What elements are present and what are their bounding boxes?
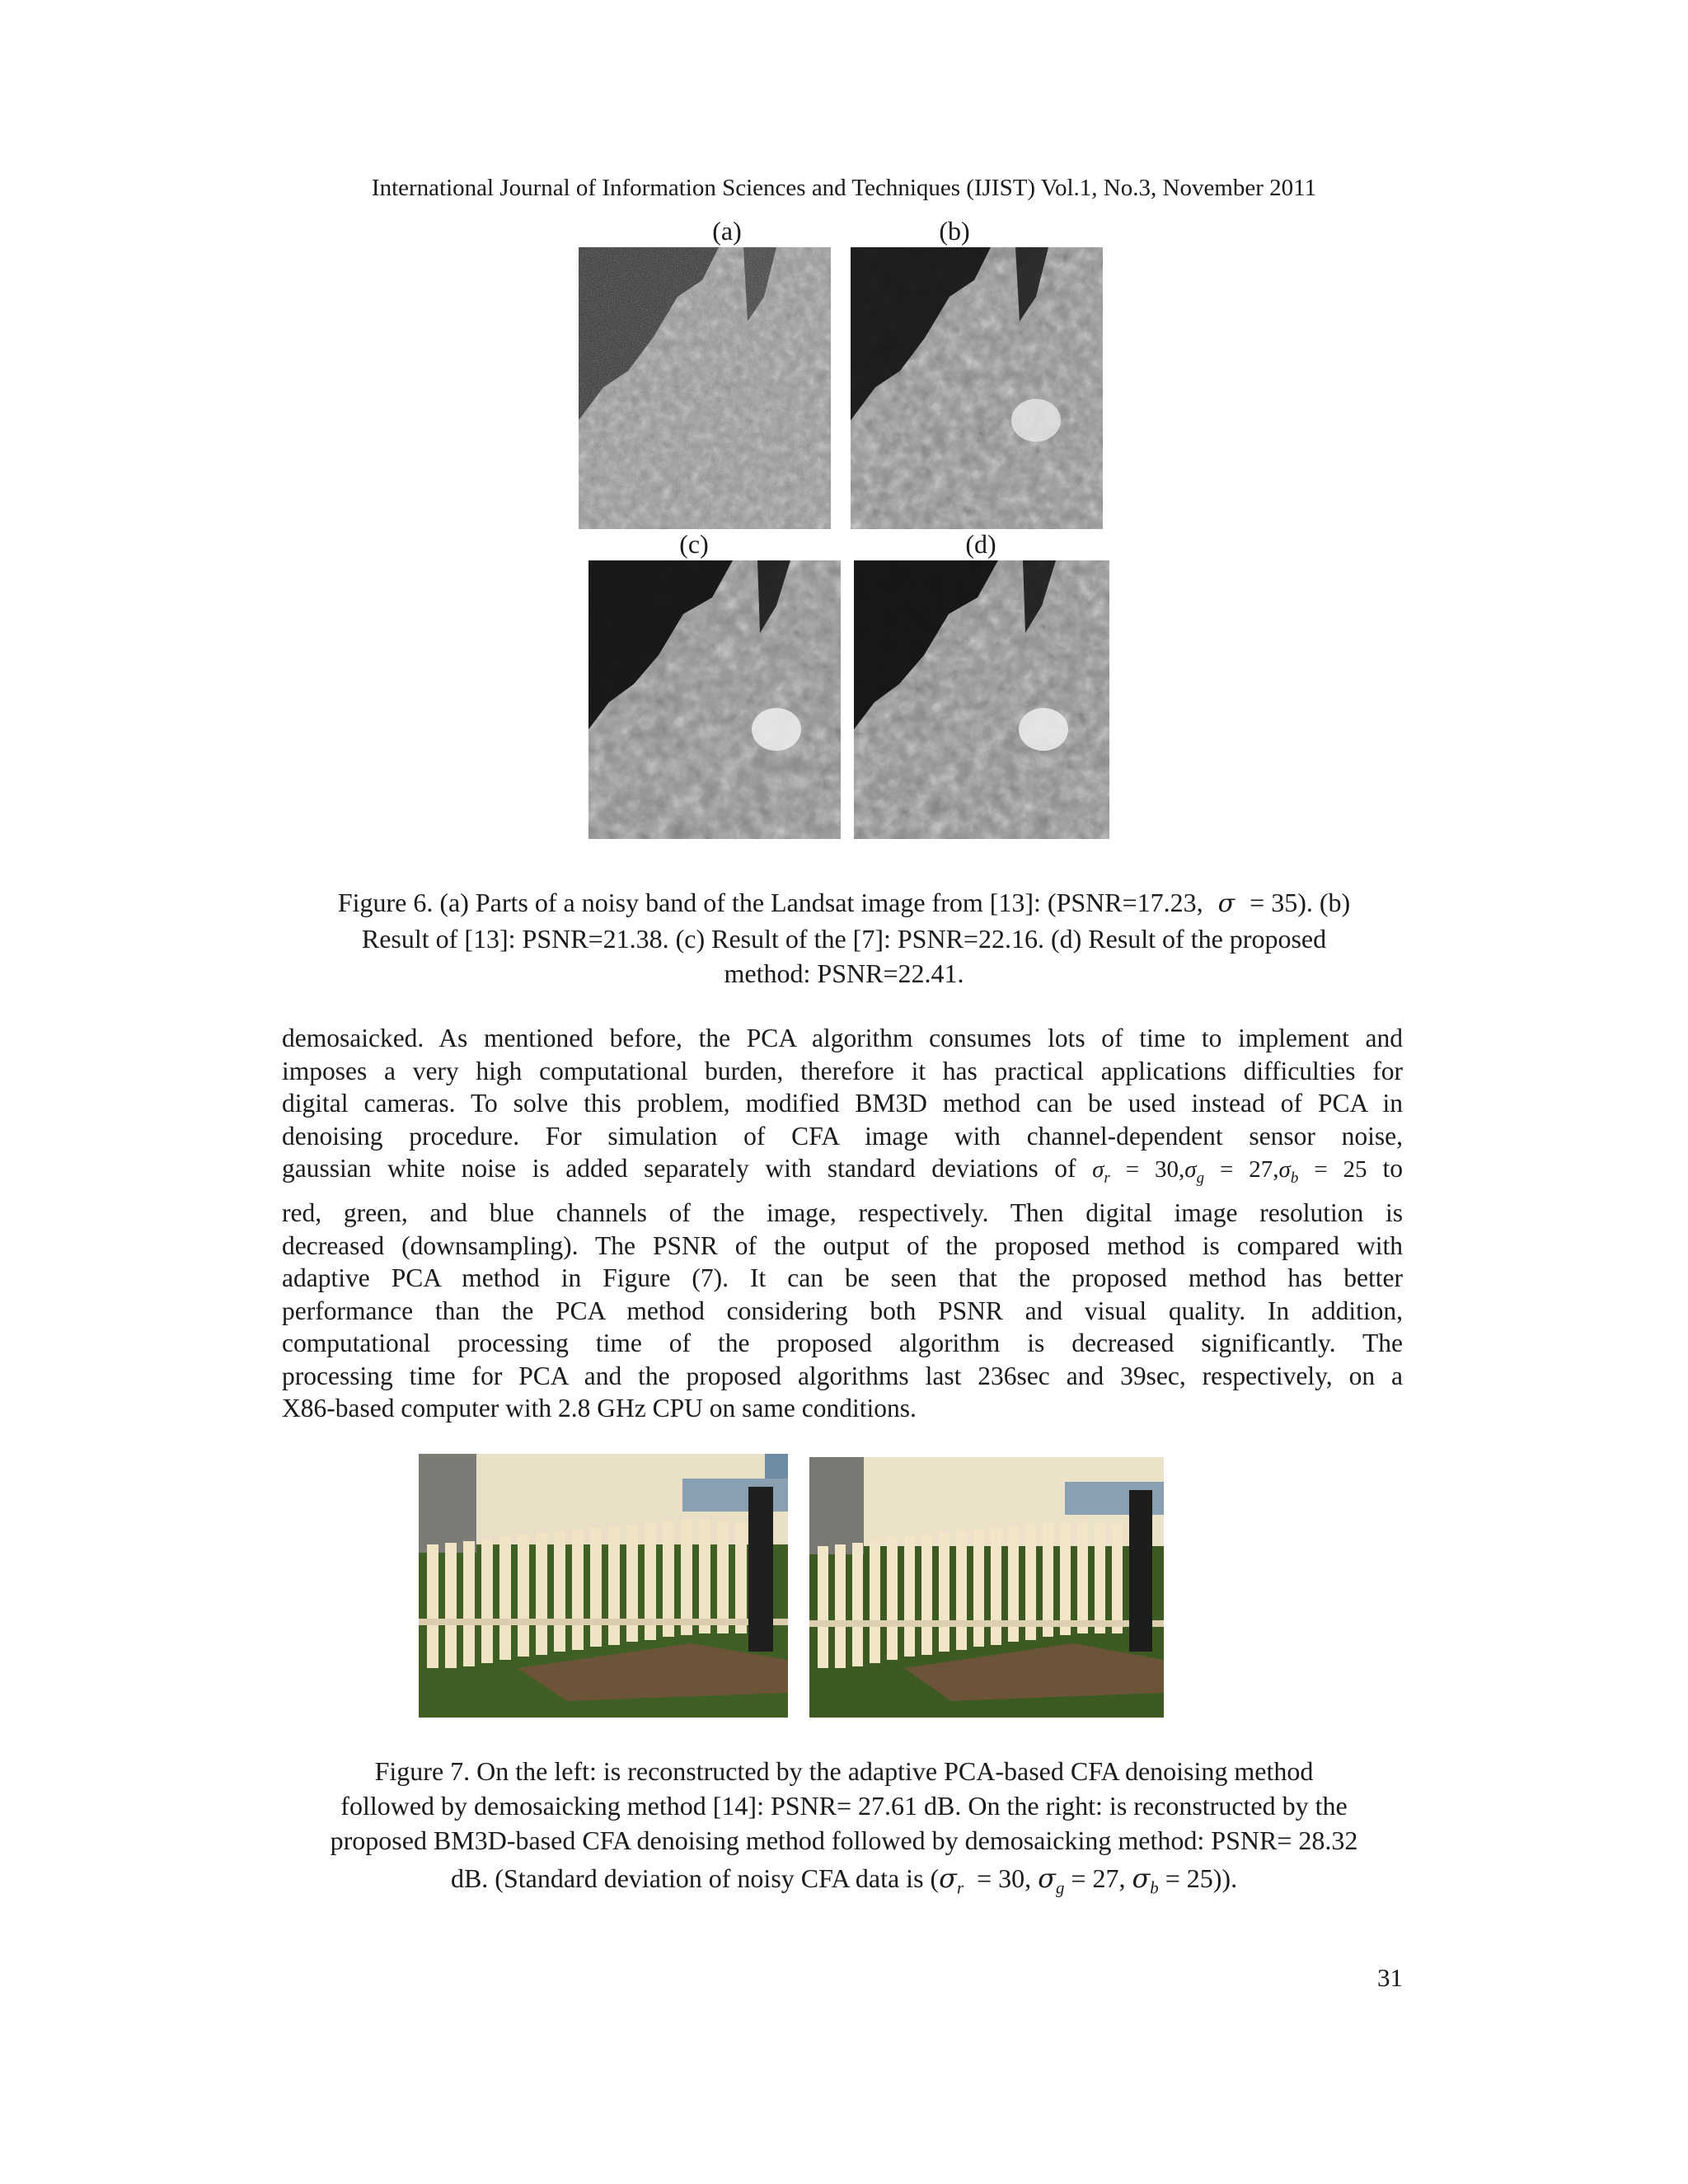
noisy-landsat-band-image <box>579 247 831 529</box>
panel-label-c: (c) <box>679 529 709 559</box>
fence-pca-reconstruction-image <box>419 1454 788 1718</box>
fence-bm3d-reconstruction-image <box>809 1457 1164 1718</box>
figure6-caption <box>206 885 1482 991</box>
figure6-caption-line3: method: PSNR=22.41. <box>724 958 964 988</box>
figure7-caption-line2: followed by demosaicking method [14]: PSNR= 27.61 dB. On the right: is reconstructed by the <box>340 1791 1348 1821</box>
body-line: demosaicked. As mentioned before, the PCA algorithm consumes lots of time to implement and <box>282 1024 1403 1052</box>
panel-label-b: (b) <box>939 216 970 246</box>
sigma-symbol: σ <box>1217 889 1236 918</box>
figure7-caption <box>247 1754 1441 1905</box>
figure6-caption-line1: Figure 6. (a) Parts of a noisy band of the Landsat image from [13]: (PSNR=17.23, σ = 35). (b) <box>337 888 1351 918</box>
body-line: denoising procedure. For simulation of CFA image with channel-dependent sensor noise, <box>282 1121 1403 1151</box>
body-paragraph <box>282 1022 1403 1425</box>
sigma-formula: $\sigma_r = 30,\sigma_g = 27,\sigma_b = 25$ <box>1092 1156 1367 1187</box>
body-line-with-formula: gaussian white noise is added separately with standard deviations of $\sigma_r = 30,\sigma_g = 27,\sigma_b = 25$ to <box>282 1154 1404 1187</box>
page-number: 31 <box>1377 1963 1403 1992</box>
result-ref7-image <box>588 560 841 839</box>
body-line: digital cameras. To solve this problem, modified BM3D method can be used instead of PCA in <box>282 1089 1403 1118</box>
figure7-caption-line4: dB. (Standard deviation of noisy CFA data is ($\sigma_r = 30$, $\sigma_g = 27$, $\sigma_b = 25$)). <box>450 1863 1238 1898</box>
body-line: adaptive PCA method in Figure (7). It can be seen that the proposed method has better <box>282 1263 1403 1292</box>
figure7-caption-line3: proposed BM3D-based CFA denoising method followed by demosaicking method: PSNR= 28.32 <box>330 1825 1358 1855</box>
figure7-caption-line1: Figure 7. On the left: is reconstructed by the adaptive PCA-based CFA denoising method <box>374 1756 1314 1786</box>
body-line: processing time for PCA and the proposed algorithms last 236sec and 39sec, respectively, on a <box>282 1361 1403 1390</box>
result-proposed-image <box>854 560 1109 839</box>
panel-label-d: (d) <box>965 529 996 559</box>
body-line: X86-based computer with 2.8 GHz CPU on same conditions. <box>282 1394 917 1422</box>
panel-label-a: (a) <box>712 216 742 246</box>
body-line: imposes a very high computational burden, therefore it has practical applications difficulties for <box>282 1056 1403 1085</box>
body-line: performance than the PCA method considering both PSNR and visual quality. In addition, <box>282 1296 1403 1325</box>
figure6-caption-line2: Result of [13]: PSNR=21.38. (c) Result of the [7]: PSNR=22.16. (d) Result of the proposed <box>361 924 1327 954</box>
body-line: decreased (downsampling). The PSNR of the output of the proposed method is compared with <box>282 1230 1403 1260</box>
result-ref13-image <box>851 247 1103 529</box>
body-line: red, green, and blue channels of the image, respectively. Then digital image resolution is <box>282 1198 1403 1227</box>
journal-header: International Journal of Information Sciences and Techniques (IJIST) Vol.1, No.3, November 2011 <box>371 175 1317 201</box>
body-line: computational processing time of the proposed algorithm is decreased significantly. The <box>282 1329 1403 1357</box>
